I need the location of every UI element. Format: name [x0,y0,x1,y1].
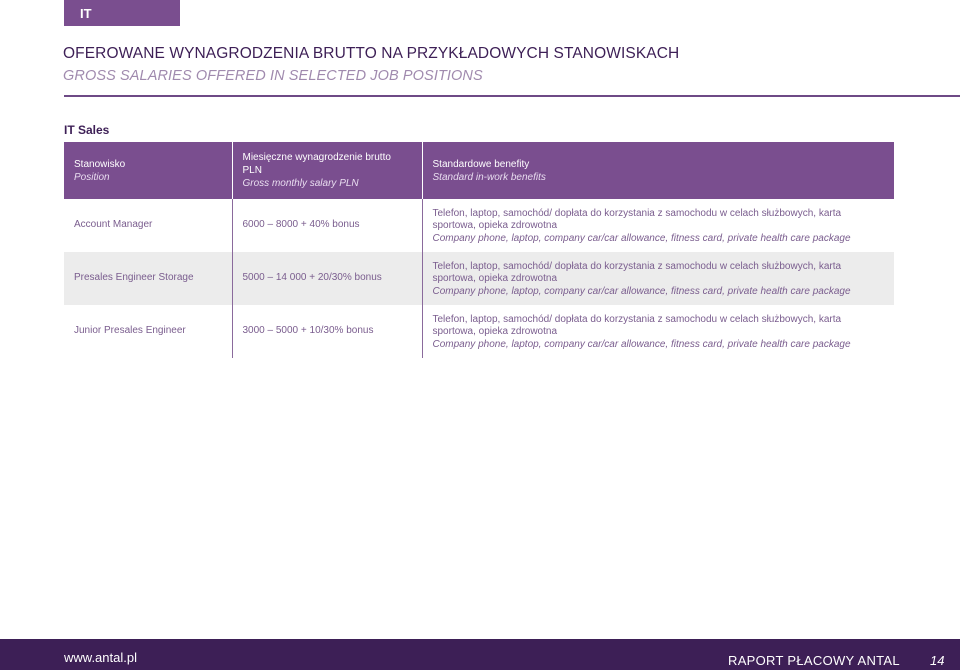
header-benefits-pl: Standardowe benefity [432,158,530,170]
benefits-pl: Telefon, laptop, samochód/ dopłata do korzystania z samochodu w celach służbowych, karta sportowa, opieka zdrowotna [432,313,842,338]
cell-salary: 5000 – 14 000 + 20/30% bonus [232,252,422,305]
page-title: OFEROWANE WYNAGRODZENIA BRUTTO NA PRZYKŁADOWYCH STANOWISKACH [63,45,680,62]
table-row [64,305,894,358]
header-salary-en: Gross monthly salary PLN [242,178,359,189]
benefits-en: Company phone, laptop, company car/car allowance, fitness card, private health care package [432,232,851,244]
cell-salary: 3000 – 5000 + 10/30% bonus [232,305,422,358]
benefits-pl: Telefon, laptop, samochód/ dopłata do korzystania z samochodu w celach służbowych, karta sportowa, opieka zdrowotna [432,260,842,285]
header-salary-pl: Miesięczne wynagrodzenie brutto PLN [242,152,391,176]
cell-position: Junior Presales Engineer [74,325,186,337]
page-number: 14 [930,653,945,668]
cell-position: Account Manager [74,219,153,231]
footer-website-link[interactable]: www.antal.pl [64,650,137,665]
cell-benefits [422,252,894,305]
header-position-pl: Stanowisko [74,158,126,170]
benefits-en: Company phone, laptop, company car/car allowance, fitness card, private health care package [432,285,851,297]
cell-salary: 6000 – 8000 + 40% bonus [232,199,422,252]
table-row [64,252,894,305]
header-benefits [422,142,894,199]
cell-benefits [422,199,894,252]
footer-report-title: RAPORT PŁACOWY ANTAL [728,653,900,668]
table-title: IT Sales [64,123,110,137]
header-benefits-en: Standard in-work benefits [432,171,546,183]
header-position-en: Position [74,171,110,183]
header-position [64,142,232,199]
cell-benefits [422,305,894,358]
title-divider [64,95,960,97]
benefits-en: Company phone, laptop, company car/car allowance, fitness card, private health care package [432,338,851,350]
header-salary [232,142,422,199]
benefits-pl: Telefon, laptop, samochód/ dopłata do korzystania z samochodu w celach służbowych, karta sportowa, opieka zdrowotna [432,207,842,232]
table-row [64,199,894,252]
section-tab: IT [64,0,180,26]
cell-position: Presales Engineer Storage [64,252,232,305]
page-subtitle: GROSS SALARIES OFFERED IN SELECTED JOB POSITIONS [63,68,483,84]
salary-table [64,142,894,358]
table-header-row [64,142,894,199]
